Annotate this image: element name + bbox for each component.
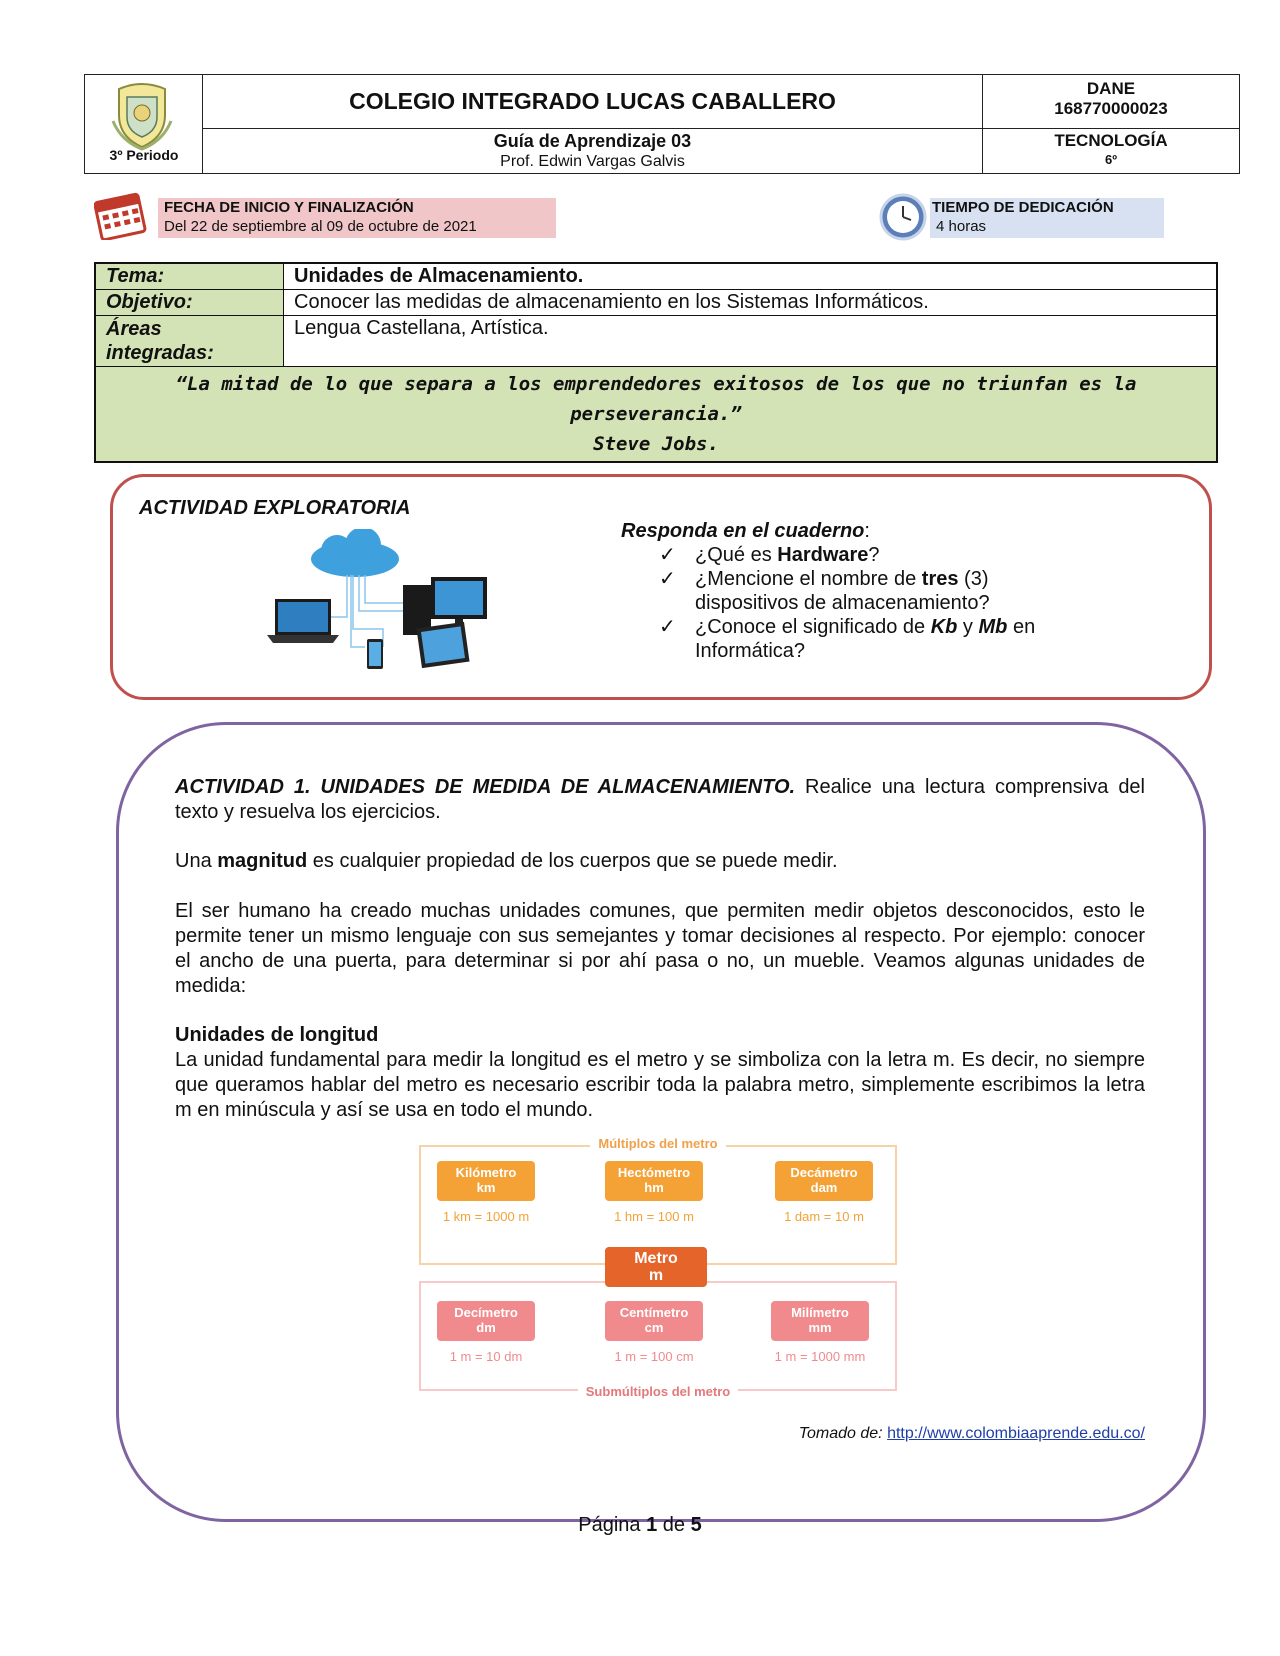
dane-cell xyxy=(983,75,1239,173)
prompt-colon: : xyxy=(864,520,870,542)
activity-1-instructions: Realice una lectura comprensiva del texto y resuelva los ejercicios. xyxy=(175,776,1146,823)
q3-text: ¿Conoce el significado de xyxy=(695,616,931,638)
q1-end: ? xyxy=(868,544,880,566)
page-footer xyxy=(0,1514,1280,1537)
activity-1-panel xyxy=(116,722,1206,1522)
unit-name: Hectómetro xyxy=(617,1165,691,1180)
unit-symbol: hm xyxy=(644,1180,664,1195)
unit-symbol: mm xyxy=(808,1320,832,1335)
date-label: FECHA DE INICIO Y FINALIZACIÓN xyxy=(164,199,414,216)
eq-mm: 1 m = 1000 mm xyxy=(774,1349,866,1364)
questions-block xyxy=(621,519,1091,663)
length-paragraph: La unidad fundamental para medir la longitud es el metro y se simboliza con la letra m. Es decir, no siempre que queramos hablar del metro es necesario escribir toda la palabra metro, simplemente escribimos la letra m en minúscula y así se usa en todo el mundo. xyxy=(175,1049,1145,1121)
magnitud-paragraph xyxy=(175,849,1145,874)
school-crest-icon xyxy=(107,81,177,151)
p1-bold: magnitud xyxy=(217,850,308,872)
areas-label xyxy=(96,316,284,366)
units-paragraph: El ser humano ha creado muchas unidades comunes, que permiten medir objetos desconocidos, esto le permite tener un mismo lenguaje con sus semejantes y tomar decisiones al respecto. Por ejemplo: conocer el ancho de una puerta, para determinar si por ahí pasa o no, un mueble. Veamos algunas unidades de medida: xyxy=(175,900,1145,997)
date-value: Del 22 de septiembre al 09 de octubre de 2021 xyxy=(164,218,477,235)
q1-text: ¿Qué es xyxy=(695,544,778,566)
p1-end: es cualquier propiedad de los cuerpos que se puede medir. xyxy=(307,850,838,872)
unit-name: Centímetro xyxy=(619,1305,689,1320)
topic-table xyxy=(94,262,1218,463)
question-3 xyxy=(621,615,1091,663)
areas-label-line-1: Áreas xyxy=(106,318,162,340)
guide-title: Guía de Aprendizaje 03 xyxy=(493,131,692,151)
q3-kb: Kb xyxy=(930,616,958,638)
areas-row xyxy=(96,316,1216,367)
phone-icon xyxy=(367,639,383,669)
grade: 6º xyxy=(1105,152,1117,167)
unit-metre xyxy=(605,1247,707,1287)
submultiples-title: Submúltiplos del metro xyxy=(578,1384,738,1399)
logo-cell xyxy=(85,75,203,173)
time-label: TIEMPO DE DEDICACIÓN xyxy=(932,199,1114,216)
tablet-icon xyxy=(416,622,469,668)
check-icon: ✓ xyxy=(659,616,676,638)
clock-icon xyxy=(878,192,928,242)
unit-name: Metro xyxy=(634,1250,678,1267)
unit-symbol: dm xyxy=(476,1320,496,1335)
unit-name: Decámetro xyxy=(790,1165,858,1180)
eq-dam: 1 dam = 10 m xyxy=(784,1209,864,1224)
unit-symbol: km xyxy=(476,1180,496,1195)
unit-symbol: cm xyxy=(644,1320,664,1335)
q2-end: (3) dispositivos de almacenamiento? xyxy=(695,568,990,614)
eq-hm: 1 hm = 100 m xyxy=(614,1209,694,1224)
exploratory-panel xyxy=(110,474,1212,700)
activity-1-intro xyxy=(175,775,1145,825)
questions-prompt xyxy=(621,519,1091,543)
unit-symbol: m xyxy=(648,1267,664,1284)
check-icon: ✓ xyxy=(659,568,676,590)
objetivo-label: Objetivo: xyxy=(96,290,284,315)
unit-dm xyxy=(437,1301,535,1341)
period-label: 3º Periodo xyxy=(109,147,179,163)
header-table xyxy=(84,74,1240,174)
laptop-icon xyxy=(267,599,339,643)
dane-block xyxy=(983,75,1239,129)
tema-row xyxy=(96,264,1216,290)
q3-mb: Mb xyxy=(978,616,1008,638)
network-devices-illustration xyxy=(263,529,493,679)
prompt-text: Responda en el cuaderno xyxy=(621,520,865,542)
guide-cell xyxy=(203,129,982,175)
unit-km xyxy=(437,1161,535,1201)
question-2 xyxy=(621,567,1091,615)
dane-label: DANE xyxy=(1086,79,1136,98)
submultiples-title-wrap xyxy=(419,1383,897,1401)
exploratory-title: ACTIVIDAD EXPLORATORIA xyxy=(139,497,411,519)
unit-dam xyxy=(775,1161,873,1201)
monitor-icon xyxy=(431,577,487,629)
source-label: Tomado de: xyxy=(798,1425,888,1442)
unit-cm xyxy=(605,1301,703,1341)
q2-bold: tres xyxy=(921,568,959,590)
cloud-icon xyxy=(311,529,399,577)
teacher-name: Prof. Edwin Vargas Galvis xyxy=(500,153,685,170)
subject-name: TECNOLOGÍA xyxy=(1054,131,1168,150)
quote-text: “La mitad de lo que separa a los emprendedores exitosos de los que no triunfan es la perseverancia.” xyxy=(175,373,1137,425)
question-1 xyxy=(621,543,1091,567)
unit-name: Milímetro xyxy=(791,1305,849,1320)
page-of: de xyxy=(657,1514,691,1536)
unit-mm xyxy=(771,1301,869,1341)
length-subtitle: Unidades de longitud xyxy=(175,1024,379,1046)
dane-number: 168770000023 xyxy=(1054,99,1168,118)
q3-and: y xyxy=(957,616,979,638)
p1-start: Una xyxy=(175,850,218,872)
eq-dm: 1 m = 10 dm xyxy=(449,1349,523,1364)
tema-value: Unidades de Almacenamiento. xyxy=(294,265,584,287)
q2-text: ¿Mencione el nombre de xyxy=(695,568,922,590)
areas-value: Lengua Castellana, Artística. xyxy=(294,317,549,339)
time-value: 4 horas xyxy=(936,218,987,235)
page-current: 1 xyxy=(646,1514,658,1536)
date-box xyxy=(158,198,556,238)
source-line xyxy=(639,1425,1145,1443)
tema-label: Tema: xyxy=(96,264,284,289)
subject-block xyxy=(983,129,1239,175)
multiples-title: Múltiplos del metro xyxy=(590,1136,725,1151)
q1-bold: Hardware xyxy=(777,544,869,566)
quote-block xyxy=(96,367,1216,461)
title-cell xyxy=(203,75,983,173)
activity-1-title: ACTIVIDAD 1. UNIDADES DE MEDIDA DE ALMACENAMIENTO. xyxy=(175,776,796,798)
quote-author: Steve Jobs. xyxy=(593,433,719,455)
eq-km: 1 km = 1000 m xyxy=(442,1209,530,1224)
areas-label-line-2: integradas: xyxy=(106,342,214,364)
q3-end: en Informática? xyxy=(695,616,1036,662)
time-box xyxy=(930,198,1164,238)
page-word: Página xyxy=(578,1514,647,1536)
unit-symbol: dam xyxy=(810,1180,838,1195)
page-total: 5 xyxy=(690,1514,702,1536)
objetivo-row xyxy=(96,290,1216,316)
source-link[interactable]: http://www.colombiaaprende.edu.co/ xyxy=(887,1425,1145,1442)
school-name: COLEGIO INTEGRADO LUCAS CABALLERO xyxy=(203,75,982,129)
eq-cm: 1 m = 100 cm xyxy=(614,1349,694,1364)
multiples-title-wrap xyxy=(419,1135,897,1153)
unit-name: Decímetro xyxy=(454,1305,518,1320)
metric-units-diagram xyxy=(419,1131,913,1399)
objetivo-value: Conocer las medidas de almacenamiento en los Sistemas Informáticos. xyxy=(294,291,929,313)
calendar-icon xyxy=(94,190,148,240)
unit-name: Kilómetro xyxy=(455,1165,517,1180)
unit-hm xyxy=(605,1161,703,1201)
check-icon: ✓ xyxy=(659,544,676,566)
